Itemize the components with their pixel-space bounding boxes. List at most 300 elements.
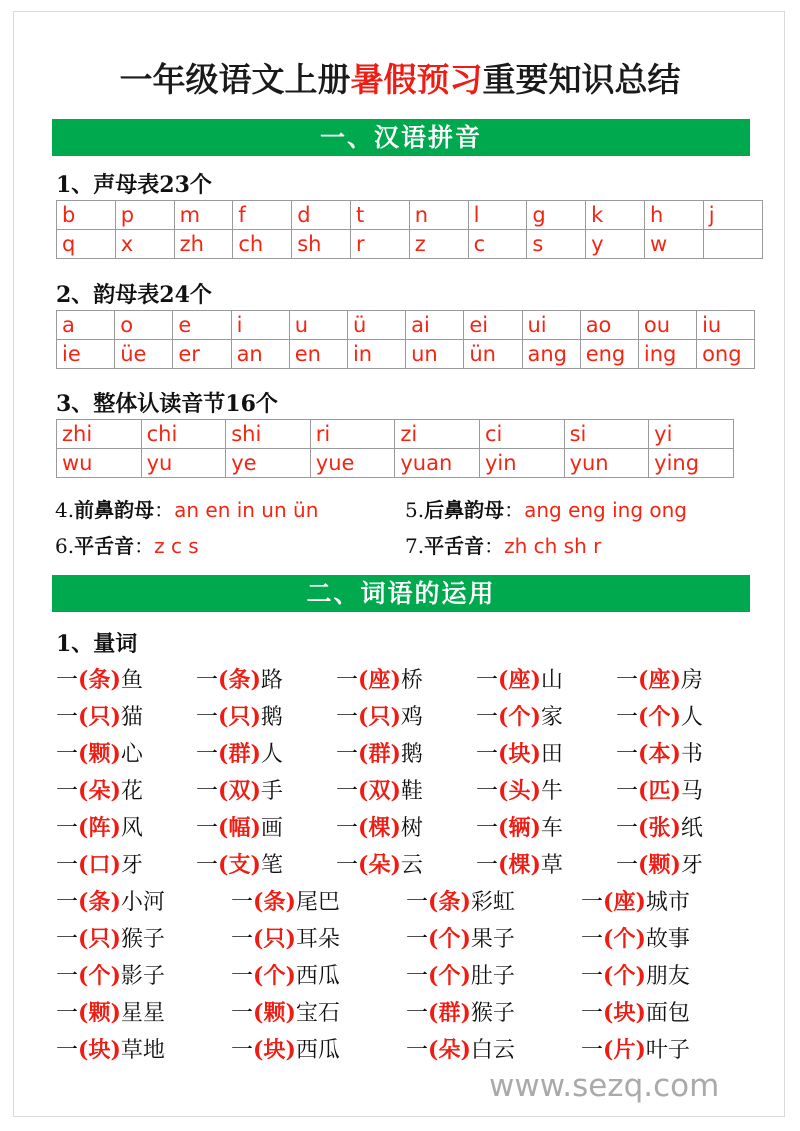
subheading-shengmu: 1、声母表23个	[56, 172, 212, 198]
cell-shengmu: j	[703, 201, 762, 230]
cell-yinjie: zi	[395, 420, 480, 449]
liangci-paren-left: (	[78, 704, 89, 730]
liangci-row	[56, 845, 756, 882]
liangci-noun: 牙	[120, 853, 143, 878]
liangci-numeral: 一	[56, 1038, 79, 1063]
section-header-ciyu: 二、词语的运用	[52, 575, 750, 612]
note-value: z c s	[154, 534, 199, 558]
liangci-paren-left: (	[428, 889, 439, 915]
liangci-item	[231, 1033, 406, 1064]
liangci-paren-left: (	[358, 778, 369, 804]
liangci-measure-word: 条	[228, 667, 251, 693]
liangci-numeral: 一	[406, 890, 429, 915]
liangci-paren-right: )	[285, 926, 296, 952]
liangci-paren-left: (	[603, 889, 614, 915]
cell-shengmu: h	[644, 201, 703, 230]
note-label: 平舌音	[424, 534, 485, 558]
liangci-numeral: 一	[196, 853, 219, 878]
liangci-item	[56, 663, 196, 694]
liangci-item	[406, 959, 581, 990]
liangci-paren-right: )	[110, 1000, 121, 1026]
liangci-item	[336, 811, 476, 842]
liangci-noun: 面包	[645, 1001, 690, 1026]
liangci-noun: 鸡	[400, 705, 423, 730]
liangci-noun: 人	[680, 705, 703, 730]
liangci-paren-right: )	[110, 852, 121, 878]
liangci-numeral: 一	[336, 668, 359, 693]
liangci-measure-word: 只	[88, 704, 111, 730]
note-label: 前鼻韵母	[74, 498, 155, 522]
liangci-paren-right: )	[670, 741, 681, 767]
cell-shengmu: g	[527, 201, 586, 230]
liangci-noun: 草地	[120, 1038, 165, 1063]
note-number: 5.	[405, 498, 425, 522]
liangci-numeral: 一	[231, 1038, 254, 1063]
liangci-paren-right: )	[390, 852, 401, 878]
cell-yinjie: yun	[564, 449, 649, 478]
liangci-item	[56, 848, 196, 879]
cell-shengmu: zh	[174, 230, 233, 259]
note-qiaosheyin	[405, 530, 601, 559]
liangci-noun: 西瓜	[295, 1038, 340, 1063]
liangci-numeral: 一	[476, 742, 499, 767]
liangci-measure-word: 朵	[438, 1037, 461, 1063]
cell-yunmu: ai	[406, 311, 464, 340]
note-pingsheyin	[55, 530, 199, 559]
liangci-paren-right: )	[250, 741, 261, 767]
liangci-measure-word: 条	[88, 667, 111, 693]
liangci-measure-word: 个	[508, 704, 531, 730]
table-row	[57, 201, 763, 230]
liangci-row	[56, 956, 756, 993]
liangci-item	[56, 922, 231, 953]
cell-yinjie: zhi	[57, 420, 142, 449]
liangci-item	[476, 774, 616, 805]
liangci-measure-word: 个	[438, 963, 461, 989]
liangci-numeral: 一	[581, 964, 604, 989]
liangci-paren-right: )	[250, 704, 261, 730]
liangci-paren-right: )	[110, 889, 121, 915]
liangci-item	[336, 774, 476, 805]
liangci-noun: 房	[680, 668, 703, 693]
liangci-numeral: 一	[231, 1001, 254, 1026]
liangci-item	[336, 848, 476, 879]
liangci-paren-left: (	[78, 667, 89, 693]
liangci-noun: 树	[400, 816, 423, 841]
liangci-paren-right: )	[110, 741, 121, 767]
liangci-item	[231, 885, 406, 916]
liangci-measure-word: 个	[88, 963, 111, 989]
liangci-numeral: 一	[56, 964, 79, 989]
cell-shengmu: p	[115, 201, 174, 230]
liangci-paren-left: (	[638, 815, 649, 841]
liangci-paren-left: (	[428, 1037, 439, 1063]
cell-shengmu: ch	[233, 230, 292, 259]
liangci-paren-left: (	[638, 704, 649, 730]
liangci-noun: 宝石	[295, 1001, 340, 1026]
note-qianbiyunmu	[55, 494, 318, 523]
liangci-numeral: 一	[616, 853, 639, 878]
liangci-numeral: 一	[231, 890, 254, 915]
liangci-paren-right: )	[285, 1000, 296, 1026]
liangci-paren-left: (	[218, 815, 229, 841]
note-label: 后鼻韵母	[424, 498, 505, 522]
liangci-paren-right: )	[460, 963, 471, 989]
liangci-paren-left: (	[218, 778, 229, 804]
liangci-item	[581, 885, 756, 916]
liangci-paren-left: (	[78, 741, 89, 767]
liangci-paren-right: )	[635, 1000, 646, 1026]
liangci-paren-left: (	[358, 815, 369, 841]
liangci-item	[616, 663, 756, 694]
liangci-numeral: 一	[406, 1001, 429, 1026]
liangci-noun: 画	[260, 816, 283, 841]
liangci-measure-word: 座	[613, 889, 636, 915]
liangci-measure-word: 支	[228, 852, 251, 878]
liangci-measure-word: 群	[228, 741, 251, 767]
cell-yunmu: in	[347, 340, 405, 369]
liangci-numeral: 一	[56, 890, 79, 915]
liangci-paren-right: )	[530, 667, 541, 693]
note-number: 7.	[405, 534, 425, 558]
table-shengmu	[56, 200, 763, 259]
note-houbiyunmu	[405, 494, 687, 523]
liangci-noun: 猫	[120, 705, 143, 730]
table-yinjie	[56, 419, 734, 478]
liangci-paren-right: )	[460, 1000, 471, 1026]
liangci-noun: 书	[680, 742, 703, 767]
cell-yunmu: a	[57, 311, 115, 340]
liangci-measure-word: 个	[613, 963, 636, 989]
cell-shengmu: k	[586, 201, 645, 230]
liangci-item	[56, 774, 196, 805]
liangci-item	[476, 811, 616, 842]
liangci-noun: 鹅	[400, 742, 423, 767]
liangci-item	[196, 774, 336, 805]
liangci-measure-word: 头	[508, 778, 531, 804]
liangci-row	[56, 734, 756, 771]
liangci-paren-right: )	[635, 889, 646, 915]
liangci-paren-left: (	[78, 1037, 89, 1063]
liangci-paren-right: )	[530, 704, 541, 730]
cell-yunmu: i	[231, 311, 289, 340]
cell-shengmu: z	[409, 230, 468, 259]
cell-yunmu: ei	[464, 311, 522, 340]
liangci-paren-left: (	[498, 815, 509, 841]
note-label: 平舌音	[74, 534, 135, 558]
liangci-numeral: 一	[336, 742, 359, 767]
liangci-item	[581, 922, 756, 953]
liangci-noun: 笔	[260, 853, 283, 878]
liangci-numeral: 一	[196, 742, 219, 767]
liangci-measure-word: 块	[508, 741, 531, 767]
cell-shengmu: d	[292, 201, 351, 230]
liangci-measure-word: 座	[508, 667, 531, 693]
liangci-item	[406, 996, 581, 1027]
cell-yinjie: shi	[226, 420, 311, 449]
cell-yunmu: ang	[522, 340, 580, 369]
liangci-paren-right: )	[285, 1037, 296, 1063]
liangci-paren-left: (	[78, 963, 89, 989]
liangci-numeral: 一	[196, 816, 219, 841]
liangci-paren-left: (	[638, 852, 649, 878]
liangci-numeral: 一	[616, 816, 639, 841]
liangci-paren-left: (	[78, 815, 89, 841]
table-row	[57, 311, 755, 340]
liangci-measure-word: 只	[263, 926, 286, 952]
liangci-paren-left: (	[603, 1037, 614, 1063]
liangci-numeral: 一	[616, 742, 639, 767]
liangci-noun: 鱼	[120, 668, 143, 693]
cell-yunmu: u	[289, 311, 347, 340]
liangci-numeral: 一	[476, 779, 499, 804]
liangci-numeral: 一	[336, 853, 359, 878]
liangci-numeral: 一	[56, 1001, 79, 1026]
cell-yunmu: ing	[638, 340, 696, 369]
cell-shengmu: r	[350, 230, 409, 259]
liangci-noun: 心	[120, 742, 143, 767]
liangci-numeral: 一	[476, 668, 499, 693]
liangci-paren-right: )	[390, 704, 401, 730]
liangci-item	[406, 885, 581, 916]
note-separator: ：	[504, 498, 525, 522]
liangci-paren-right: )	[285, 963, 296, 989]
liangci-noun: 花	[120, 779, 143, 804]
liangci-item	[616, 811, 756, 842]
liangci-item	[196, 737, 336, 768]
liangci-measure-word: 条	[88, 889, 111, 915]
liangci-paren-left: (	[498, 778, 509, 804]
liangci-paren-left: (	[218, 667, 229, 693]
liangci-measure-word: 只	[88, 926, 111, 952]
liangci-paren-right: )	[250, 778, 261, 804]
liangci-numeral: 一	[56, 668, 79, 693]
table-row	[57, 420, 734, 449]
liangci-noun: 牛	[540, 779, 563, 804]
liangci-paren-left: (	[358, 852, 369, 878]
liangci-noun: 果子	[470, 927, 515, 952]
liangci-noun: 纸	[680, 816, 703, 841]
liangci-paren-left: (	[603, 1000, 614, 1026]
title-before: 一年级语文上册	[119, 60, 351, 99]
liangci-measure-word: 双	[368, 778, 391, 804]
liangci-item	[616, 774, 756, 805]
liangci-measure-word: 颗	[263, 1000, 286, 1026]
liangci-paren-right: )	[635, 926, 646, 952]
liangci-paren-right: )	[110, 778, 121, 804]
liangci-numeral: 一	[581, 927, 604, 952]
cell-yinjie: wu	[57, 449, 142, 478]
liangci-noun: 耳朵	[295, 927, 340, 952]
liangci-paren-right: )	[670, 815, 681, 841]
liangci-paren-left: (	[358, 741, 369, 767]
cell-yinjie: yi	[649, 420, 734, 449]
liangci-item	[581, 1033, 756, 1064]
note-number: 4.	[55, 498, 75, 522]
cell-yinjie: ri	[310, 420, 395, 449]
liangci-numeral: 一	[581, 1001, 604, 1026]
cell-yunmu: e	[173, 311, 231, 340]
liangci-paren-right: )	[390, 778, 401, 804]
liangci-paren-right: )	[460, 889, 471, 915]
cell-shengmu: l	[468, 201, 527, 230]
liangci-item	[406, 922, 581, 953]
note-separator: ：	[134, 534, 155, 558]
liangci-item	[231, 959, 406, 990]
cell-yunmu: üe	[115, 340, 173, 369]
cell-yinjie: si	[564, 420, 649, 449]
liangci-paren-left: (	[253, 963, 264, 989]
note-value: zh ch sh r	[504, 534, 602, 558]
liangci-paren-right: )	[635, 963, 646, 989]
liangci-paren-left: (	[78, 889, 89, 915]
liangci-paren-right: )	[390, 815, 401, 841]
liangci-paren-right: )	[390, 667, 401, 693]
liangci-noun: 风	[120, 816, 143, 841]
liangci-item	[196, 848, 336, 879]
liangci-paren-left: (	[218, 852, 229, 878]
liangci-item	[476, 737, 616, 768]
liangci-measure-word: 棵	[508, 852, 531, 878]
liangci-item	[336, 737, 476, 768]
section-header-pinyin: 一、汉语拼音	[52, 119, 750, 156]
liangci-paren-right: )	[110, 815, 121, 841]
liangci-item	[581, 959, 756, 990]
liangci-measure-word: 朵	[368, 852, 391, 878]
liangci-paren-left: (	[638, 741, 649, 767]
liangci-numeral: 一	[581, 890, 604, 915]
liangci-paren-left: (	[428, 1000, 439, 1026]
liangci-measure-word: 条	[438, 889, 461, 915]
liangci-paren-left: (	[253, 1000, 264, 1026]
cell-shengmu: y	[586, 230, 645, 259]
page-title	[50, 54, 750, 101]
liangci-paren-left: (	[78, 852, 89, 878]
liangci-measure-word: 颗	[88, 741, 111, 767]
liangci-measure-word: 本	[648, 741, 671, 767]
liangci-paren-right: )	[635, 1037, 646, 1063]
liangci-measure-word: 个	[263, 963, 286, 989]
note-separator: ：	[484, 534, 505, 558]
liangci-paren-left: (	[428, 926, 439, 952]
liangci-numeral: 一	[196, 779, 219, 804]
cell-yunmu: ün	[464, 340, 522, 369]
liangci-noun: 白云	[470, 1038, 515, 1063]
liangci-paren-right: )	[670, 778, 681, 804]
liangci-paren-left: (	[498, 704, 509, 730]
liangci-paren-right: )	[110, 667, 121, 693]
liangci-measure-word: 只	[228, 704, 251, 730]
liangci-noun: 桥	[400, 668, 423, 693]
liangci-numeral: 一	[476, 853, 499, 878]
liangci-numeral: 一	[56, 816, 79, 841]
liangci-paren-left: (	[218, 704, 229, 730]
cell-shengmu: f	[233, 201, 292, 230]
subheading-liangci: 1、量词	[56, 631, 138, 657]
table-row	[57, 340, 755, 369]
cell-yunmu: ong	[697, 340, 755, 369]
liangci-paren-left: (	[638, 667, 649, 693]
cell-shengmu: n	[409, 201, 468, 230]
liangci-measure-word: 张	[648, 815, 671, 841]
liangci-noun: 城市	[645, 890, 690, 915]
cell-yunmu: o	[115, 311, 173, 340]
liangci-measure-word: 阵	[88, 815, 111, 841]
liangci-item	[196, 811, 336, 842]
liangci-item	[56, 700, 196, 731]
liangci-numeral: 一	[196, 668, 219, 693]
liangci-paren-left: (	[253, 926, 264, 952]
liangci-paren-right: )	[110, 1037, 121, 1063]
liangci-numeral: 一	[56, 927, 79, 952]
liangci-item	[56, 811, 196, 842]
liangci-numeral: 一	[616, 779, 639, 804]
cell-yunmu: er	[173, 340, 231, 369]
liangci-paren-left: (	[358, 704, 369, 730]
liangci-noun: 朋友	[645, 964, 690, 989]
liangci-measure-word: 棵	[368, 815, 391, 841]
cell-yinjie: yue	[310, 449, 395, 478]
liangci-item	[196, 700, 336, 731]
liangci-noun: 云	[400, 853, 423, 878]
cell-yunmu: ui	[522, 311, 580, 340]
cell-yinjie: ye	[226, 449, 311, 478]
cell-shengmu: x	[115, 230, 174, 259]
liangci-paren-left: (	[428, 963, 439, 989]
liangci-noun: 小河	[120, 890, 165, 915]
liangci-item	[581, 996, 756, 1027]
liangci-noun: 西瓜	[295, 964, 340, 989]
cell-shengmu: b	[57, 201, 116, 230]
liangci-noun: 手	[260, 779, 283, 804]
liangci-numeral: 一	[56, 742, 79, 767]
liangci-numeral: 一	[56, 779, 79, 804]
liangci-measure-word: 群	[368, 741, 391, 767]
cell-yunmu: en	[289, 340, 347, 369]
cell-yinjie: yu	[141, 449, 226, 478]
cell-shengmu-empty	[703, 230, 762, 259]
liangci-paren-right: )	[530, 852, 541, 878]
liangci-item	[476, 663, 616, 694]
liangci-noun: 草	[540, 853, 563, 878]
liangci-row	[56, 919, 756, 956]
cell-yinjie: yuan	[395, 449, 480, 478]
liangci-paren-right: )	[250, 852, 261, 878]
table-row	[57, 230, 763, 259]
liangci-item	[476, 848, 616, 879]
liangci-row	[56, 697, 756, 734]
liangci-noun: 马	[680, 779, 703, 804]
liangci-paren-left: (	[253, 889, 264, 915]
cell-yunmu: iu	[697, 311, 755, 340]
liangci-numeral: 一	[196, 705, 219, 730]
liangci-paren-left: (	[78, 926, 89, 952]
title-highlight: 暑假预习	[350, 60, 483, 99]
liangci-grid	[56, 660, 756, 1067]
liangci-paren-right: )	[670, 667, 681, 693]
liangci-paren-left: (	[603, 963, 614, 989]
liangci-noun: 牙	[680, 853, 703, 878]
liangci-paren-right: )	[460, 926, 471, 952]
liangci-noun: 猴子	[120, 927, 165, 952]
cell-yunmu: eng	[580, 340, 638, 369]
liangci-numeral: 一	[581, 1038, 604, 1063]
liangci-paren-right: )	[250, 667, 261, 693]
liangci-item	[56, 1033, 231, 1064]
liangci-paren-right: )	[670, 704, 681, 730]
liangci-measure-word: 个	[438, 926, 461, 952]
table-row	[57, 449, 734, 478]
